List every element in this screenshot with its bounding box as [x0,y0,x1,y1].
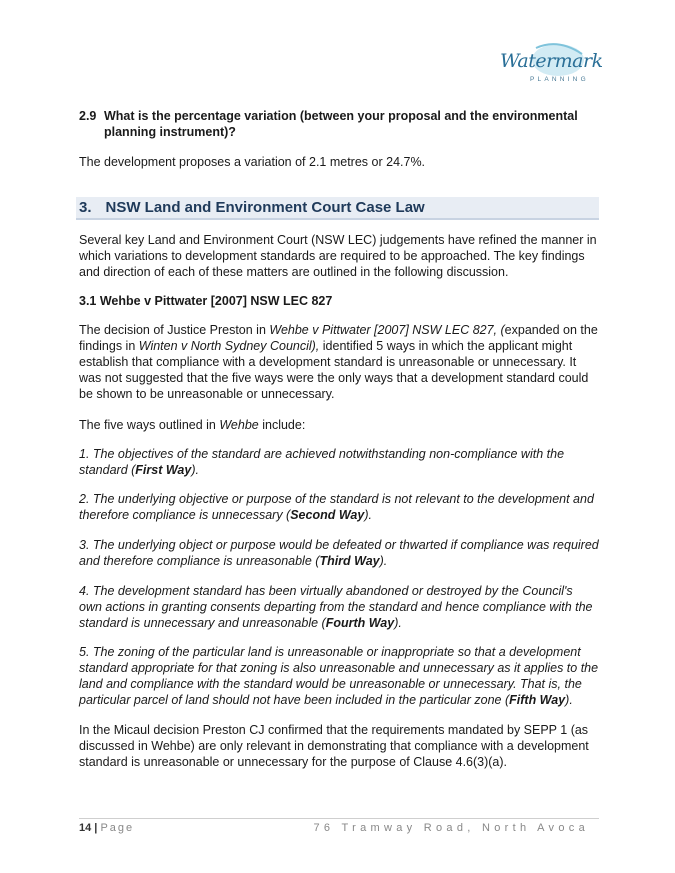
footer-page-number [79,822,134,834]
text-run: include: [258,418,306,432]
way-item [79,491,599,523]
way-label: Second Way [290,508,365,522]
way-text: 3. The underlying object or purpose would be defeated or thwarted if compliance was required and therefore compliance is unreasonable ( [79,538,599,568]
five-ways-intro [79,417,599,433]
way-item [79,446,599,478]
way-label: First Way [135,463,192,477]
company-logo [496,38,603,94]
way-text: 1. The objectives of the standard are achieved notwithstanding non-compliance with the standard ( [79,447,565,477]
logo-subtitle: PLANNING [530,76,589,83]
footer-separator: | [91,822,101,834]
case-citation: Wehbe v Pittwater [2007] NSW LEC 827, ( [269,323,505,337]
text-run: The decision of Justice Preston in [79,323,270,337]
section-title: NSW Land and Environment Court Case Law [105,199,425,216]
way-item [79,644,599,708]
section-3-intro: Several key Land and Environment Court (NSW LEC) judgements have refined the manner in which variations to development standards are required to be approached. The key findings and direction of each of these matters are outlined in the following discussion. [79,233,597,279]
micaul-paragraph: In the Micaul decision Preston CJ confirmed that the requirements mandated by SEPP 1 (as discussed in Wehbe) are only relevant in demonstrating that compliance with a development standard is unreasonable or unnecessary for the purpose of Clause 4.6(3)(a). [79,723,589,769]
way-label: Fourth Way [325,616,395,630]
section-3-heading [76,197,599,220]
way-label: Third Way [319,554,380,568]
question-2-9-answer: The development proposes a variation of 2.1 metres or 24.7%. [79,155,426,169]
way-end: ). [394,616,402,630]
text-run: identified 5 ways in which the applicant might establish that compliance with a development standard is unreasonable or unnecessary. It was not suggested that the five ways were the only ways that a development standard could be shown to be unreasonable or unnecessary. [79,339,589,401]
question-text: What is the percentage variation (between your proposal and the environmental planning instrument)? [104,109,578,139]
case-citation: Winten v North Sydney Council), [138,339,320,353]
question-2-9-heading [79,108,599,140]
way-end: ). [364,508,372,522]
footer-divider [79,818,599,819]
section-number: 3. [79,199,92,216]
way-end: ). [191,463,199,477]
way-item [79,583,599,631]
way-end: ). [379,554,388,568]
subsection-3-1-heading: 3.1 Wehbe v Pittwater [2007] NSW LEC 827 [79,294,333,308]
page-number: 14 [79,822,92,834]
page-label: Page [100,822,135,834]
question-number: 2.9 [79,109,97,123]
way-text: 2. The underlying objective or purpose of the standard is not relevant to the development and therefore compliance is unnecessary ( [79,492,594,522]
way-text: 4. The development standard has been virtually abandoned or destroyed by the Council's own actions in granting consents departing from the standard and hence compliance with the standard is unnecessary and unreasonable ( [79,584,593,630]
way-label: Fifth Way [509,693,566,707]
way-text: 5. The zoning of the particular land is unreasonable or inappropriate so that a development standard appropriate for that zoning is also unreasonable and unnecessary as it applies to the land and compliance with the standard would be unreasonable or unnecessary. That is, the particular parcel of land should not have been included in the particular zone ( [79,645,599,707]
logo-wordmark: Watermark [500,50,603,72]
way-item [79,537,599,569]
text-run: The five ways outlined in [79,418,220,432]
text-run: expanded on the findings in [79,323,598,353]
wehbe-decision-paragraph [79,322,599,402]
way-end: ). [565,693,573,707]
case-name: Wehbe [219,418,259,432]
footer-address: 76 Tramway Road, North Avoca [313,822,589,834]
